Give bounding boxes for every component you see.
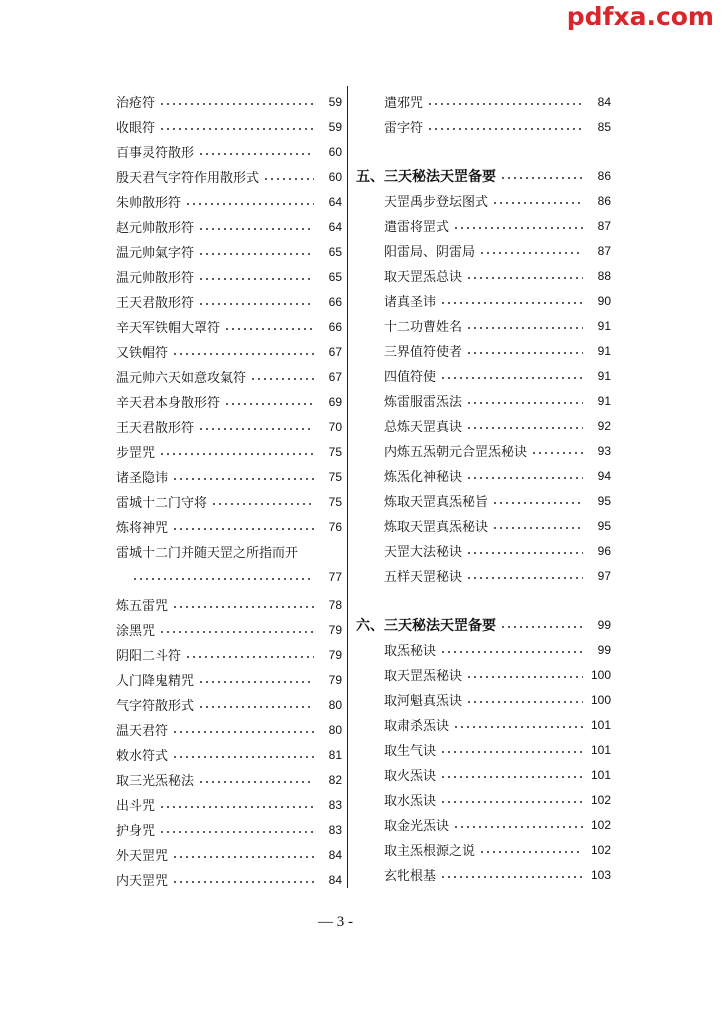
toc-entry-title: 五、三天秘法天罡备要 [356, 168, 496, 185]
toc-entry-page: 76 [328, 519, 342, 534]
toc-entry [116, 164, 342, 189]
toc-entry [116, 439, 342, 464]
toc-entry-title: 五样天罡秘诀 [384, 570, 463, 585]
toc-entry-title: 玄牝根基 [384, 869, 437, 884]
toc-entry [116, 514, 342, 539]
toc-entry-title: 取天罡炁总诀 [384, 270, 463, 285]
dot-leader [440, 377, 583, 379]
toc-entry-title: 四值符使 [384, 370, 437, 385]
dot-leader [198, 153, 314, 155]
dot-leader [453, 726, 583, 728]
dot-leader [172, 731, 314, 733]
toc-entry-page: 93 [597, 443, 611, 458]
dot-leader [198, 428, 314, 430]
toc-entry-title: 炼取天罡真炁秘旨 [384, 495, 489, 510]
toc-entry-title: 炼雷服雷炁法 [384, 395, 463, 410]
page-number: — 3 - [318, 914, 353, 930]
toc-entry-page: 77 [328, 569, 342, 584]
toc-entry-title: 遣邪咒 [384, 96, 424, 111]
toc-entry-title: 护身咒 [116, 824, 156, 839]
toc-entry [356, 413, 611, 438]
toc-entry [356, 114, 611, 139]
dot-leader [172, 756, 314, 758]
toc-entry [356, 213, 611, 238]
toc-entry-title: 炼炁化神秘诀 [384, 470, 463, 485]
toc-entry [356, 637, 611, 662]
spacer [356, 588, 611, 612]
toc-entry-page: 100 [590, 692, 611, 707]
dot-leader [159, 453, 314, 455]
dot-leader [427, 103, 583, 105]
toc-entry [116, 189, 342, 214]
toc-entry [356, 538, 611, 563]
toc-entry [356, 388, 611, 413]
toc-entry-page: 86 [597, 193, 611, 208]
toc-section-heading [356, 163, 611, 188]
toc-entry-page: 95 [597, 493, 611, 508]
toc-entry-page: 75 [328, 444, 342, 459]
toc-entry [356, 89, 611, 114]
toc-entry [356, 288, 611, 313]
toc-entry-title: 涂黑咒 [116, 624, 156, 639]
toc-entry-title: 取三光炁秘法 [116, 774, 195, 789]
dot-leader [466, 701, 583, 703]
toc-entry-title: 取金光炁诀 [384, 819, 450, 834]
dot-leader [440, 751, 583, 753]
toc-entry-title: 天罡大法秘诀 [384, 545, 463, 560]
toc-entry-title: 总炼天罡真诀 [384, 420, 463, 435]
toc-entry [356, 263, 611, 288]
toc-entry [116, 389, 342, 414]
toc-entry-page: 87 [597, 218, 611, 233]
toc-entry-page: 103 [590, 867, 611, 882]
toc-entry-page: 92 [597, 418, 611, 433]
dot-leader [500, 177, 583, 179]
toc-entry-page: 88 [597, 268, 611, 283]
toc-entry-title: 取天罡炁秘诀 [384, 669, 463, 684]
toc-entry [116, 617, 342, 642]
toc-entry [356, 737, 611, 762]
toc-entry-title: 三界值符使者 [384, 345, 463, 360]
toc-entry-title: 诸圣隐讳 [116, 471, 169, 486]
toc-entry-page: 94 [597, 468, 611, 483]
toc-entry [116, 692, 342, 717]
toc-entry [116, 717, 342, 742]
toc-entry [116, 792, 342, 817]
toc-entry-title: 赵元帅散形符 [116, 221, 195, 236]
toc-entry-page: 87 [597, 243, 611, 258]
toc-entry-page: 64 [328, 194, 342, 209]
dot-leader [466, 676, 583, 678]
dot-leader [466, 277, 583, 279]
toc-entry-title: 取火炁诀 [384, 769, 437, 784]
toc-entry-title: 取炁秘诀 [384, 644, 437, 659]
toc-entry [116, 214, 342, 239]
toc-entry-title: 雷城十二门守将 [116, 496, 208, 511]
toc-entry-page: 59 [328, 119, 342, 134]
toc-entry-page: 95 [597, 518, 611, 533]
toc-entry-page: 83 [328, 797, 342, 812]
dot-leader [263, 178, 314, 180]
toc-entry-title: 取水炁诀 [384, 794, 437, 809]
dot-leader [440, 302, 583, 304]
dot-leader [466, 427, 583, 429]
toc-entry-page: 99 [597, 642, 611, 657]
toc-entry-page: 81 [328, 747, 342, 762]
toc-entry-page: 66 [328, 294, 342, 309]
dot-leader [453, 227, 583, 229]
toc-entry-title: 炼五雷咒 [116, 599, 169, 614]
toc-entry-title: 内炼五炁朝元合罡炁秘诀 [384, 445, 528, 460]
dot-leader [198, 303, 314, 305]
toc-entry [116, 339, 342, 364]
toc-entry [116, 642, 342, 667]
toc-entry-page: 78 [328, 597, 342, 612]
toc-entry [356, 812, 611, 837]
toc-entry [356, 338, 611, 363]
toc-entry-page: 75 [328, 494, 342, 509]
toc-entry [116, 592, 342, 617]
toc-entry-page: 67 [328, 344, 342, 359]
toc-entry-title: 治疮符 [116, 96, 156, 111]
toc-entry [116, 742, 342, 767]
toc-entry [356, 188, 611, 213]
toc-entry-page: 79 [328, 672, 342, 687]
dot-leader [466, 577, 583, 579]
toc-entry [356, 363, 611, 388]
toc-entry-page: 91 [597, 368, 611, 383]
dot-leader [172, 353, 314, 355]
toc-entry [356, 438, 611, 463]
dot-leader [440, 801, 583, 803]
toc-entry-title: 步罡咒 [116, 446, 156, 461]
dot-leader [224, 328, 314, 330]
toc-entry-page: 101 [590, 767, 611, 782]
toc-entry-title: 温天君符 [116, 724, 169, 739]
toc-entry [356, 662, 611, 687]
dot-leader [198, 706, 314, 708]
dot-leader [172, 856, 314, 858]
toc-entry [116, 139, 342, 164]
toc-entry-page: 84 [328, 847, 342, 862]
dot-leader [159, 103, 314, 105]
toc-entry-title: 内天罡咒 [116, 874, 169, 889]
toc-entry-title: 百事灵符散形 [116, 146, 195, 161]
toc-entry-title: 人门降鬼精咒 [116, 674, 195, 689]
dot-leader [159, 806, 314, 808]
dot-leader [492, 502, 583, 504]
dot-leader [492, 202, 583, 204]
toc-entry-page: 67 [328, 369, 342, 384]
dot-leader [466, 552, 583, 554]
toc-entry-title: 阴阳二斗符 [116, 649, 182, 664]
toc-entry-continuation [116, 564, 342, 589]
toc-entry [116, 364, 342, 389]
toc-entry-page: 86 [597, 168, 611, 183]
toc-entry [116, 539, 342, 564]
dot-leader [453, 826, 583, 828]
dot-leader [159, 128, 314, 130]
dot-leader [172, 606, 314, 608]
toc-entry-page: 65 [328, 244, 342, 259]
toc-entry-title: 取肃杀炁诀 [384, 719, 450, 734]
dot-leader [172, 881, 314, 883]
dot-leader [479, 851, 583, 853]
toc-section-heading [356, 612, 611, 637]
toc-entry-title: 六、三天秘法天罡备要 [356, 617, 496, 634]
toc-right-column [356, 89, 611, 887]
toc-entry [116, 867, 342, 892]
toc-entry [116, 314, 342, 339]
toc-entry [356, 862, 611, 887]
dot-leader [132, 578, 314, 580]
toc-entry [356, 238, 611, 263]
dot-leader [159, 831, 314, 833]
toc-entry-title: 王天君散形符 [116, 296, 195, 311]
toc-entry-page: 75 [328, 469, 342, 484]
toc-entry-page: 83 [328, 822, 342, 837]
toc-entry-page: 65 [328, 269, 342, 284]
toc-entry-title: 王天君散形符 [116, 421, 195, 436]
toc-entry [116, 767, 342, 792]
toc-entry [356, 837, 611, 862]
dot-leader [492, 527, 583, 529]
toc-entry [356, 563, 611, 588]
dot-leader [440, 651, 583, 653]
toc-entry-title: 取主炁根源之说 [384, 844, 476, 859]
toc-entry-page: 80 [328, 722, 342, 737]
toc-entry-page: 79 [328, 647, 342, 662]
toc-entry-page: 102 [590, 842, 611, 857]
toc-entry-title: 取生气诀 [384, 744, 437, 759]
dot-leader [185, 656, 314, 658]
toc-entry-title: 敕水符式 [116, 749, 169, 764]
dot-leader [500, 626, 583, 628]
toc-entry-page: 69 [328, 394, 342, 409]
toc-entry-page: 99 [597, 617, 611, 632]
dot-leader [211, 503, 314, 505]
toc-entry-title: 天罡禹步登坛图式 [384, 195, 489, 210]
toc-entry [356, 712, 611, 737]
toc-entry [116, 817, 342, 842]
toc-entry [356, 513, 611, 538]
toc-entry [356, 762, 611, 787]
toc-entry-title: 又铁帽符 [116, 346, 169, 361]
toc-entry-page: 59 [328, 94, 342, 109]
toc-entry-title: 雷字符 [384, 121, 424, 136]
toc-entry [116, 842, 342, 867]
watermark: pdfxa.com [566, 2, 714, 31]
toc-entry-title: 诸真圣讳 [384, 295, 437, 310]
toc-entry-page: 85 [597, 119, 611, 134]
toc-entry [116, 667, 342, 692]
toc-entry-page: 60 [328, 144, 342, 159]
dot-leader [466, 327, 583, 329]
dot-leader [466, 402, 583, 404]
dot-leader [479, 252, 583, 254]
toc-left-column [116, 89, 342, 892]
dot-leader [198, 278, 314, 280]
toc-entry-title: 阳雷局、阴雷局 [384, 245, 476, 260]
toc-entry-page: 66 [328, 319, 342, 334]
dot-leader [198, 681, 314, 683]
toc-entry-title: 雷城十二门并随天罡之所指而开 [116, 546, 299, 561]
toc-entry [116, 489, 342, 514]
spacer [356, 139, 611, 163]
toc-entry [116, 89, 342, 114]
dot-leader [198, 253, 314, 255]
toc-entry-page: 97 [597, 568, 611, 583]
toc-entry-page: 101 [590, 742, 611, 757]
toc-entry-page: 102 [590, 817, 611, 832]
toc-entry-page: 102 [590, 792, 611, 807]
column-divider [347, 86, 348, 888]
toc-entry [356, 787, 611, 812]
dot-leader [159, 631, 314, 633]
dot-leader [440, 876, 583, 878]
toc-entry-title: 出斗咒 [116, 799, 156, 814]
toc-entry-page: 101 [590, 717, 611, 732]
toc-entry-title: 外天罡咒 [116, 849, 169, 864]
toc-entry [116, 264, 342, 289]
dot-leader [172, 478, 314, 480]
toc-entry-page: 60 [328, 169, 342, 184]
toc-entry-page: 79 [328, 622, 342, 637]
toc-entry [116, 239, 342, 264]
toc-entry-title: 温元帅六天如意攻氣符 [116, 371, 247, 386]
dot-leader [466, 477, 583, 479]
toc-entry-page: 100 [590, 667, 611, 682]
toc-entry [116, 114, 342, 139]
toc-entry-page: 84 [328, 872, 342, 887]
toc-entry-title: 十二功曹姓名 [384, 320, 463, 335]
toc-entry-title: 温元帅氣字符 [116, 246, 195, 261]
toc-entry-title: 朱帅散形符 [116, 196, 182, 211]
toc-entry-title: 气字符散形式 [116, 699, 195, 714]
dot-leader [440, 776, 583, 778]
dot-leader [185, 203, 314, 205]
toc-entry-title: 收眼符 [116, 121, 156, 136]
dot-leader [427, 128, 583, 130]
toc-entry-page: 70 [328, 419, 342, 434]
toc-entry-page: 82 [328, 772, 342, 787]
toc-entry-page: 80 [328, 697, 342, 712]
toc-entry-page: 64 [328, 219, 342, 234]
toc-entry [116, 289, 342, 314]
dot-leader [250, 378, 314, 380]
dot-leader [466, 352, 583, 354]
toc-entry [356, 488, 611, 513]
toc-entry-title: 炼将神咒 [116, 521, 169, 536]
toc-entry-page: 91 [597, 343, 611, 358]
dot-leader [172, 528, 314, 530]
toc-entry [356, 463, 611, 488]
toc-entry [356, 687, 611, 712]
toc-entry-title: 辛天军铁帽大罩符 [116, 321, 221, 336]
toc-entry-page: 91 [597, 393, 611, 408]
toc-entry-title: 遣雷将罡式 [384, 220, 450, 235]
toc-entry [356, 313, 611, 338]
dot-leader [198, 781, 314, 783]
toc-entry-page: 96 [597, 543, 611, 558]
toc-entry-title: 殷天君气字符作用散形式 [116, 171, 260, 186]
toc-entry-title: 辛天君本身散形符 [116, 396, 221, 411]
toc-entry [116, 414, 342, 439]
toc-entry-title: 炼取天罡真炁秘诀 [384, 520, 489, 535]
dot-leader [198, 228, 314, 230]
toc-entry [116, 464, 342, 489]
toc-entry-page: 84 [597, 94, 611, 109]
toc-entry-title: 温元帅散形符 [116, 271, 195, 286]
toc-entry-page: 91 [597, 318, 611, 333]
dot-leader [531, 452, 583, 454]
dot-leader [224, 403, 314, 405]
toc-entry-title: 取河魁真炁诀 [384, 694, 463, 709]
toc-entry-page: 90 [597, 293, 611, 308]
